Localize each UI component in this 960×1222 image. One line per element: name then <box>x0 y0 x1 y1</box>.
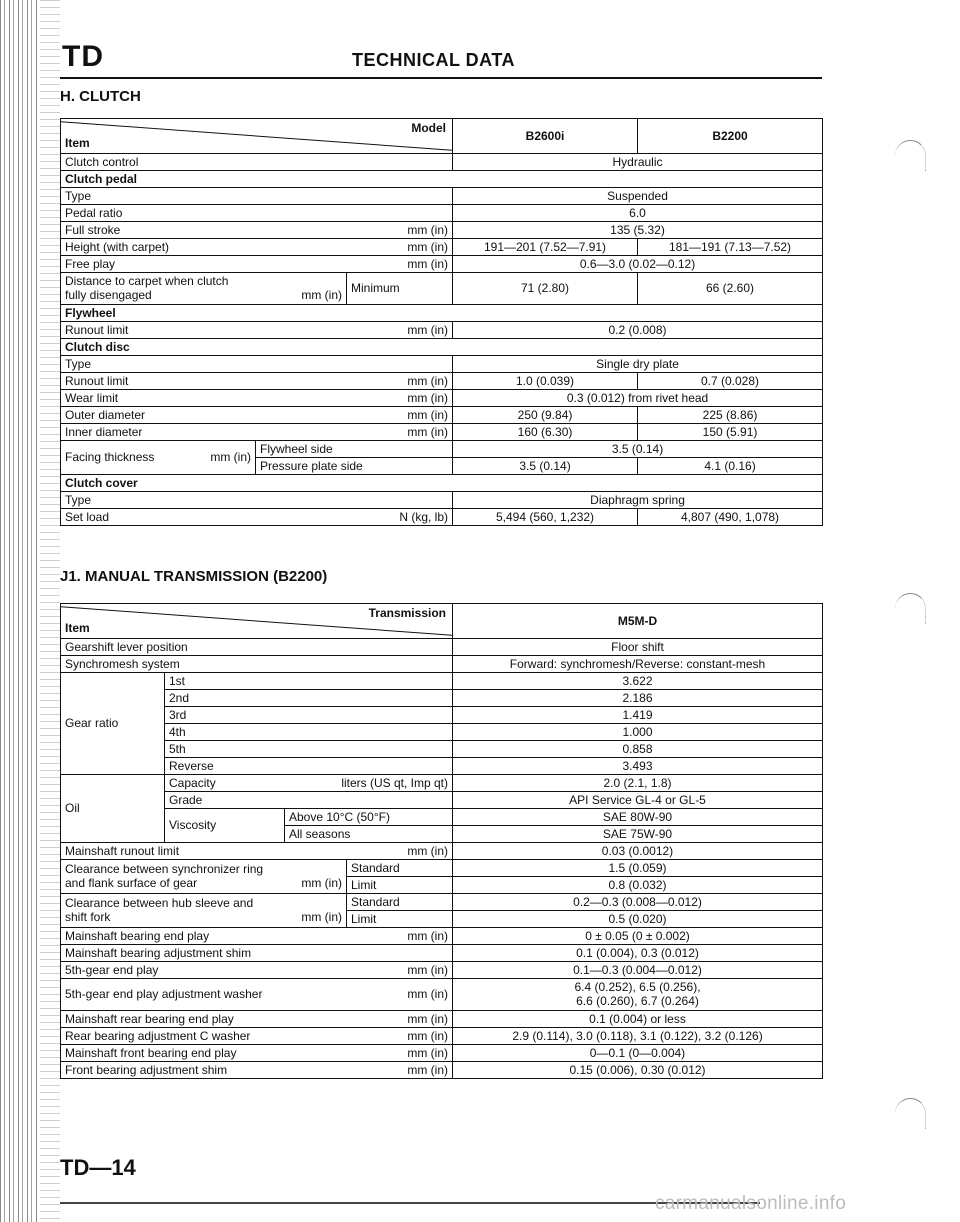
row-label-text: shift fork <box>65 909 111 924</box>
row-label <box>61 1045 453 1062</box>
table-row <box>61 239 823 256</box>
table-row <box>61 979 823 1011</box>
unit: mm (in) <box>407 1045 448 1060</box>
table-row <box>61 475 823 492</box>
b2200-value: 181—191 (7.13—7.52) <box>638 239 823 256</box>
diagonal-line <box>61 119 452 153</box>
row-value: 0.15 (0.006), 0.30 (0.012) <box>453 1062 823 1079</box>
sub-label: Limit <box>347 877 453 894</box>
item-label: Item <box>65 621 90 636</box>
table-row <box>61 188 823 205</box>
gear-label: 1st <box>165 673 453 690</box>
group-heading: Clutch pedal <box>61 171 823 188</box>
row-label: Type <box>61 356 453 373</box>
row-label <box>61 424 453 441</box>
row-label: Oil <box>61 775 165 843</box>
gear-label: 4th <box>165 724 453 741</box>
row-label-text: 5th-gear end play <box>65 962 159 977</box>
sub-label: Standard <box>347 860 453 877</box>
row-label-text: Inner diameter <box>65 424 143 439</box>
row-value: 1.000 <box>453 724 823 741</box>
header-diagonal-cell <box>61 119 453 154</box>
table-row <box>61 962 823 979</box>
row-label-text: 5th-gear end play adjustment washer <box>65 987 263 1002</box>
row-value: 2.0 (2.1, 1.8) <box>453 775 823 792</box>
unit: liters (US qt, Imp qt) <box>341 775 448 790</box>
table-row <box>61 894 823 911</box>
row-value: 2.186 <box>453 690 823 707</box>
table-row <box>61 424 823 441</box>
row-value: 135 (5.32) <box>453 222 823 239</box>
binding-edge <box>0 0 40 1222</box>
table-header-row <box>61 604 823 639</box>
row-label <box>61 1011 453 1028</box>
table-row <box>61 171 823 188</box>
sub-label: Limit <box>347 911 453 928</box>
page-curl-mark <box>895 1098 926 1129</box>
row-label-text: Free play <box>65 256 116 271</box>
table-row <box>61 741 823 758</box>
row-value: Suspended <box>453 188 823 205</box>
table-row <box>61 222 823 239</box>
row-label-text: Facing thickness <box>65 450 155 465</box>
b2200-value: 0.7 (0.028) <box>638 373 823 390</box>
gear-label: 2nd <box>165 690 453 707</box>
sub-label: All seasons <box>285 826 453 843</box>
row-label <box>165 775 453 792</box>
unit: mm (in) <box>301 875 342 890</box>
row-value: API Service GL-4 or GL-5 <box>453 792 823 809</box>
row-value: 0 ± 0.05 (0 ± 0.002) <box>453 928 823 945</box>
table-row <box>61 339 823 356</box>
sub-label: Viscosity <box>165 809 285 843</box>
row-label-text: and flank surface of gear <box>65 875 198 890</box>
unit: mm (in) <box>407 843 448 858</box>
unit: mm (in) <box>407 962 448 977</box>
table-row <box>61 809 823 826</box>
row-label-text: Runout limit <box>65 373 129 388</box>
page-curl-mark <box>895 593 926 624</box>
row-label <box>61 843 453 860</box>
row-label: Pedal ratio <box>61 205 453 222</box>
row-label <box>61 509 453 526</box>
table-row <box>61 792 823 809</box>
unit: N (kg, lb) <box>399 509 449 524</box>
b2600i-value: 5,494 (560, 1,232) <box>453 509 638 526</box>
clutch-heading: H. CLUTCH <box>60 88 141 105</box>
row-label <box>61 256 453 273</box>
page-number: TD—14 <box>60 1155 136 1180</box>
row-label: Gear ratio <box>61 673 165 775</box>
unit: mm (in) <box>407 373 449 388</box>
row-value: 1.419 <box>453 707 823 724</box>
unit: mm (in) <box>407 424 449 439</box>
row-label: Mainshaft bearing adjustment shim <box>61 945 453 962</box>
row-label <box>61 390 453 407</box>
row-value: 0.1—0.3 (0.004—0.012) <box>453 962 823 979</box>
row-label <box>61 928 453 945</box>
row-label <box>61 222 453 239</box>
page-title: TECHNICAL DATA <box>352 50 515 70</box>
row-label-text: Mainshaft bearing end play <box>65 928 210 943</box>
group-heading: Clutch disc <box>61 339 823 356</box>
row-value: 0.03 (0.0012) <box>453 843 823 860</box>
row-label-text: Mainshaft rear bearing end play <box>65 1011 234 1026</box>
row-label-text: Wear limit <box>65 390 119 405</box>
unit: mm (in) <box>210 450 251 465</box>
row-value: Single dry plate <box>453 356 823 373</box>
gear-label: Reverse <box>165 758 453 775</box>
table-row <box>61 492 823 509</box>
group-heading: Flywheel <box>61 305 823 322</box>
table-row <box>61 256 823 273</box>
row-value: 6.0 <box>453 205 823 222</box>
section-code: TD <box>62 40 104 73</box>
table-row <box>61 945 823 962</box>
unit: mm (in) <box>407 407 449 422</box>
table-row <box>61 273 823 305</box>
table-row <box>61 305 823 322</box>
sub-label: Pressure plate side <box>256 458 453 475</box>
row-label <box>61 322 453 339</box>
table-row <box>61 1011 823 1028</box>
row-value: 2.9 (0.114), 3.0 (0.118), 3.1 (0.122), 3.2 (0.126) <box>453 1028 823 1045</box>
row-value: Floor shift <box>453 639 823 656</box>
row-label: Gearshift lever position <box>61 639 453 656</box>
row-label-line2 <box>65 877 342 891</box>
b2600i-value: 191—201 (7.52—7.91) <box>453 239 638 256</box>
row-label <box>61 407 453 424</box>
row-label <box>61 373 453 390</box>
row-label-text: fully disengaged <box>65 287 152 302</box>
row-value: 0.5 (0.020) <box>453 911 823 928</box>
unit: mm (in) <box>407 1028 448 1043</box>
unit: mm (in) <box>301 287 342 302</box>
b2200-header: B2200 <box>638 119 823 154</box>
unit: mm (in) <box>407 390 449 405</box>
b2600i-value: 71 (2.80) <box>453 273 638 305</box>
row-value: 3.5 (0.14) <box>453 441 823 458</box>
table-header-row <box>61 119 823 154</box>
row-value: 0.1 (0.004) or less <box>453 1011 823 1028</box>
table-row <box>61 205 823 222</box>
table-row <box>61 775 823 792</box>
page-curl-mark <box>895 140 926 171</box>
row-value: 0.8 (0.032) <box>453 877 823 894</box>
row-value: 0.2 (0.008) <box>453 322 823 339</box>
row-label-text: Mainshaft front bearing end play <box>65 1045 237 1060</box>
b2600i-value: 1.0 (0.039) <box>453 373 638 390</box>
header-diagonal-cell <box>61 604 453 639</box>
row-label-text: Set load <box>65 509 110 524</box>
row-label-text: Front bearing adjustment shim <box>65 1062 228 1077</box>
row-label-text: Runout limit <box>65 322 129 337</box>
row-value: SAE 80W-90 <box>453 809 823 826</box>
unit: mm (in) <box>407 222 449 237</box>
row-label-text: Mainshaft runout limit <box>65 843 180 858</box>
group-heading: Clutch cover <box>61 475 823 492</box>
row-label <box>61 1062 453 1079</box>
b2600i-value: 160 (6.30) <box>453 424 638 441</box>
watermark: carmanualsonline.info <box>655 1193 847 1214</box>
unit: mm (in) <box>407 987 448 1002</box>
table-row <box>61 322 823 339</box>
row-label <box>61 441 256 475</box>
row-label-line1: Clearance between hub sleeve and <box>65 895 254 910</box>
unit: mm (in) <box>407 1062 448 1077</box>
row-label-text: Height (with carpet) <box>65 239 170 254</box>
b2200-value: 4.1 (0.16) <box>638 458 823 475</box>
row-label-line2 <box>65 289 342 302</box>
table-row <box>61 356 823 373</box>
b2600i-value: 250 (9.84) <box>453 407 638 424</box>
table-row <box>61 656 823 673</box>
b2600i-header: B2600i <box>453 119 638 154</box>
table-row <box>61 1028 823 1045</box>
table-row <box>61 407 823 424</box>
row-value: 0.2—0.3 (0.008—0.012) <box>453 894 823 911</box>
table-row <box>61 758 823 775</box>
table-row <box>61 441 823 458</box>
row-label <box>61 273 347 305</box>
row-label <box>61 979 453 1011</box>
row-value: 3.622 <box>453 673 823 690</box>
row-label: Clutch control <box>61 154 453 171</box>
row-value: 0—0.1 (0—0.004) <box>453 1045 823 1062</box>
row-value: 0.6—3.0 (0.02—0.12) <box>453 256 823 273</box>
b2200-value: 4,807 (490, 1,078) <box>638 509 823 526</box>
table-row <box>61 390 823 407</box>
row-label <box>61 239 453 256</box>
row-label-text: Capacity <box>169 775 216 790</box>
transmission-label: Transmission <box>368 606 446 620</box>
row-label <box>61 860 347 894</box>
gear-label: 3rd <box>165 707 453 724</box>
row-value <box>453 979 823 1011</box>
row-value: 0.858 <box>453 741 823 758</box>
b2200-value: 66 (2.60) <box>638 273 823 305</box>
unit: mm (in) <box>407 239 449 254</box>
table-row <box>61 1062 823 1079</box>
table-row <box>61 373 823 390</box>
m5md-header: M5M-D <box>453 604 823 639</box>
sub-label: Standard <box>347 894 453 911</box>
row-label <box>61 1028 453 1045</box>
table-row <box>61 639 823 656</box>
row-value: SAE 75W-90 <box>453 826 823 843</box>
row-value: Forward: synchromesh/Reverse: constant-mesh <box>453 656 823 673</box>
table-row <box>61 707 823 724</box>
row-label: Synchromesh system <box>61 656 453 673</box>
row-label-text: Full stroke <box>65 222 121 237</box>
table-row <box>61 690 823 707</box>
table-row <box>61 860 823 877</box>
sub-label: Above 10°C (50°F) <box>285 809 453 826</box>
b2200-value: 150 (5.91) <box>638 424 823 441</box>
transmission-table <box>60 603 823 1079</box>
unit: mm (in) <box>407 928 448 943</box>
transmission-heading: J1. MANUAL TRANSMISSION (B2200) <box>60 568 328 585</box>
b2200-value: 225 (8.86) <box>638 407 823 424</box>
row-label-line1: Distance to carpet when clutch <box>65 274 229 289</box>
table-row <box>61 724 823 741</box>
row-label-line2 <box>65 911 342 925</box>
row-value: 0.1 (0.004), 0.3 (0.012) <box>453 945 823 962</box>
row-label <box>61 962 453 979</box>
value-line1: 6.4 (0.252), 6.5 (0.256), <box>574 979 701 994</box>
header-rule <box>60 77 822 79</box>
row-label: Type <box>61 492 453 509</box>
model-label: Model <box>411 121 447 135</box>
sub-label: Grade <box>165 792 453 809</box>
table-row <box>61 509 823 526</box>
table-row <box>61 843 823 860</box>
row-label-text: Rear bearing adjustment C washer <box>65 1028 251 1043</box>
b2600i-value: 3.5 (0.14) <box>453 458 638 475</box>
table-row <box>61 1045 823 1062</box>
row-value: Hydraulic <box>453 154 823 171</box>
row-value: 1.5 (0.059) <box>453 860 823 877</box>
item-label: Item <box>65 136 90 151</box>
row-label <box>61 894 347 928</box>
row-label: Type <box>61 188 453 205</box>
row-value: 0.3 (0.012) from rivet head <box>453 390 823 407</box>
unit: mm (in) <box>407 1011 448 1026</box>
row-label-line1: Clearance between synchronizer ring <box>65 861 264 876</box>
binding-shadow <box>40 0 60 1222</box>
gear-label: 5th <box>165 741 453 758</box>
table-row <box>61 928 823 945</box>
row-value: 3.493 <box>453 758 823 775</box>
value-line2: 6.6 (0.260), 6.7 (0.264) <box>576 993 699 1008</box>
clutch-table <box>60 118 823 526</box>
sub-label: Flywheel side <box>256 441 453 458</box>
unit: mm (in) <box>407 256 449 271</box>
row-label-text: Outer diameter <box>65 407 146 422</box>
unit: mm (in) <box>407 322 449 337</box>
row-value: Diaphragm spring <box>453 492 823 509</box>
table-row <box>61 154 823 171</box>
table-row <box>61 673 823 690</box>
sub-label: Minimum <box>347 273 453 305</box>
unit: mm (in) <box>301 909 342 924</box>
